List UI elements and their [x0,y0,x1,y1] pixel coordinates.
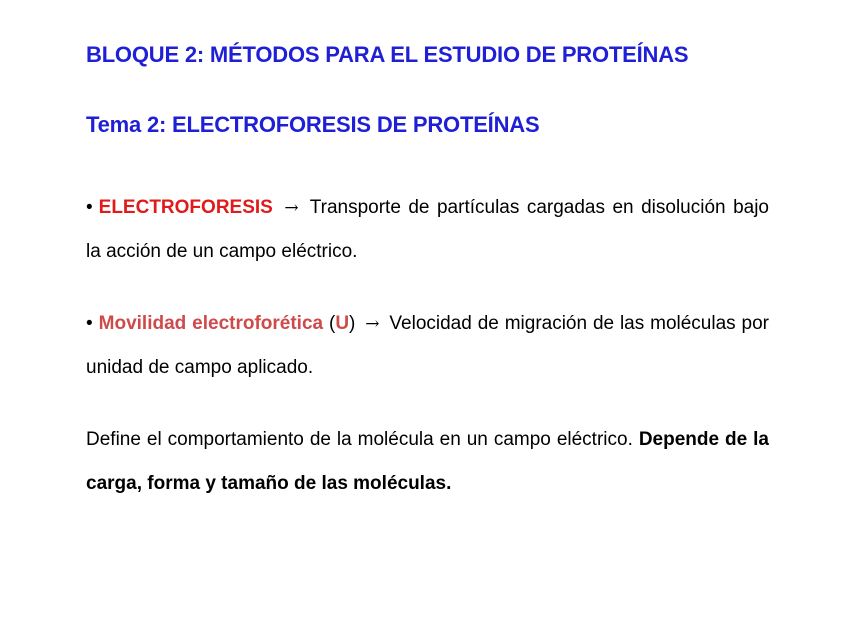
movilidad-term: Movilidad electroforética [98,313,324,334]
closing-paragraph [86,418,769,506]
electroforesis-definition: Transporte de partículas cargadas en disolución bajo la acción de un campo eléctrico. [86,197,769,262]
closing-sentence: Define el comportamiento de la molécula en un campo eléctrico. [86,429,633,450]
electroforesis-paragraph [86,186,769,274]
paren-close: ) [349,313,356,334]
bullet-icon: • [86,313,93,334]
movilidad-definition: Velocidad de migración de las moléculas por unidad de campo aplicado. [86,313,770,378]
block-title: BLOQUE 2: MÉTODOS PARA EL ESTUDIO DE PROTEÍNAS [86,42,689,67]
mobility-symbol: U [335,313,350,334]
topic-title: Tema 2: ELECTROFORESIS DE PROTEÍNAS [86,112,540,137]
bullet-icon: • [86,197,93,218]
right-arrow-icon: → [284,198,299,218]
movilidad-paragraph [86,302,769,390]
right-arrow-icon: → [365,314,380,334]
electroforesis-term: ELECTROFORESIS [98,197,273,218]
closing-bold-sentence: Depende de la carga, forma y tamaño de las moléculas. [86,429,770,494]
paren-open: ( [328,313,336,334]
